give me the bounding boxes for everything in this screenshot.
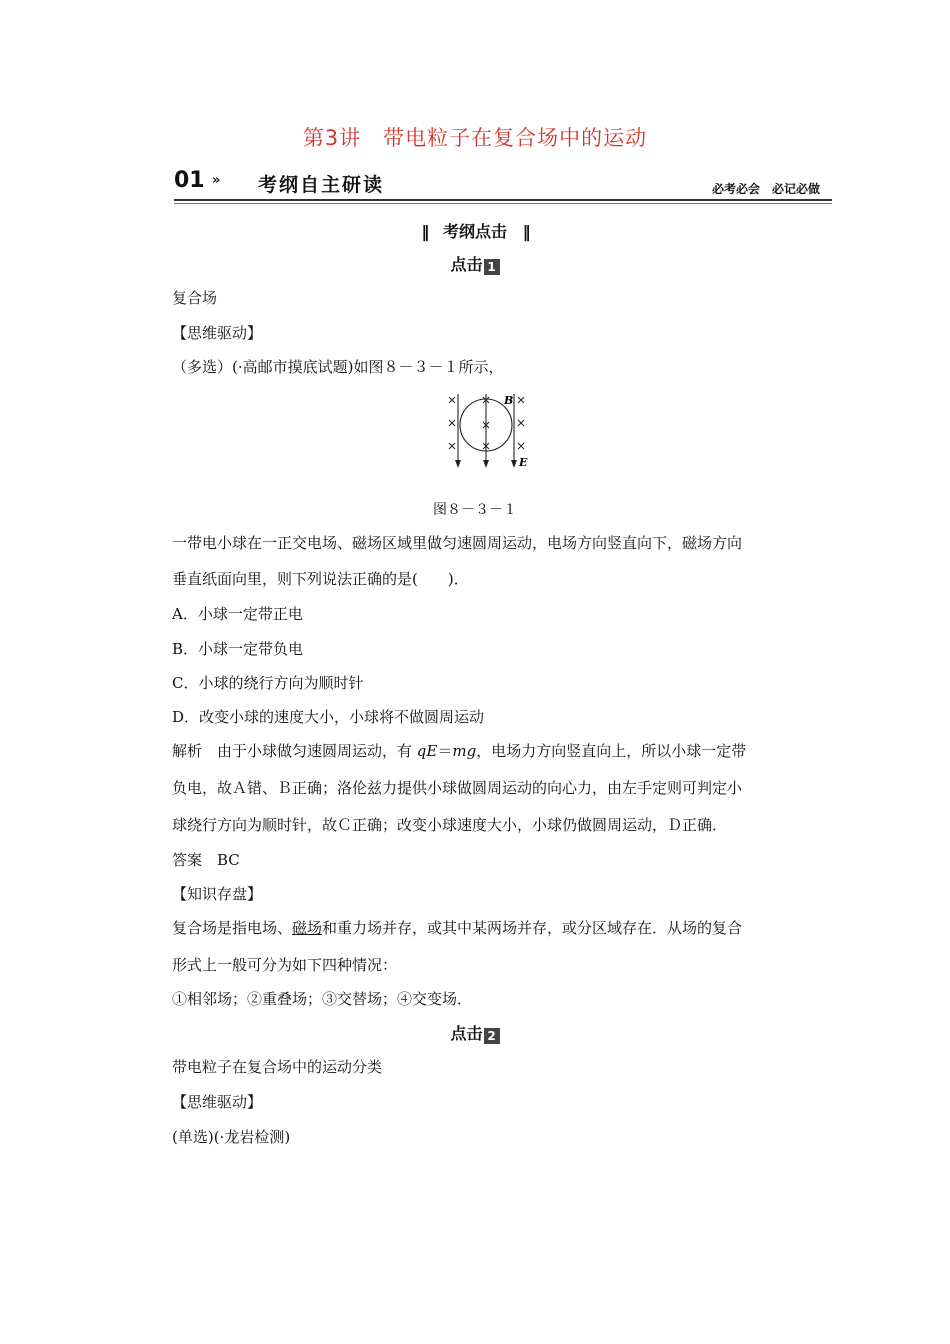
section-tagline: 必考必会 必记必做 xyxy=(711,182,820,196)
option-c: C．小球的绕行方向为顺时针 xyxy=(172,674,364,692)
point1-heading: 点击 1 xyxy=(0,252,950,275)
section-heading: 考纲自主研读 xyxy=(258,174,385,196)
underlined-term: 磁场 xyxy=(292,919,323,937)
stem-line-1: 一带电小球在一正交电场、磁场区域里做匀速圆周运动，电场方向竖直向下，磁场方向 xyxy=(172,534,743,552)
page-title: 第3讲 带电粒子在复合场中的运动 xyxy=(302,126,648,150)
stem-line-2: 垂直纸面向里，则下列说法正确的是( )． xyxy=(172,570,469,588)
section-rule-thin xyxy=(174,203,832,204)
knowledge-line-3: ①相邻场；②重叠场；③交替场；④交变场． xyxy=(172,990,473,1008)
knowledge-label: 【知识存盘】 xyxy=(172,885,263,903)
analysis-line-1: 解析 由于小球做匀速圆周运动，有 qE＝mg，电场力方向竖直向上，所以小球一定带 xyxy=(172,742,747,760)
right-bar-decoration: ‖ xyxy=(522,222,529,241)
point2-topic: 带电粒子在复合场中的运动分类 xyxy=(172,1058,383,1076)
problem-source-1: （多选）(·高邮市摸底试题)如图８－３－１所示， xyxy=(172,358,504,376)
point1-badge: 1 xyxy=(484,259,500,275)
field-diagram xyxy=(440,392,540,472)
left-bar-decoration: ‖ xyxy=(421,222,428,241)
drive-label-2: 【思维驱动】 xyxy=(172,1093,263,1111)
section-rule xyxy=(174,199,832,201)
knowledge-line-1: 复合场是指电场、磁场和重力场并存，或其中某两场并存，或分区域存在．从场的复合 xyxy=(172,919,743,937)
section-header xyxy=(174,166,832,206)
drive-label-1: 【思维驱动】 xyxy=(172,324,263,342)
option-b: B．小球一定带负电 xyxy=(172,640,304,658)
point1-topic: 复合场 xyxy=(172,289,218,307)
answer-line: 答案 BC xyxy=(172,851,240,869)
section-arrow: » xyxy=(212,173,221,188)
label-E: E xyxy=(519,456,528,469)
section-number: 01 xyxy=(174,168,205,193)
figure-caption: 图８－３－１ xyxy=(433,502,517,518)
label-B: B xyxy=(504,394,514,407)
analysis-line-3: 球绕行方向为顺时针，故Ｃ正确；改变小球速度大小，小球仍做圆周运动，Ｄ正确． xyxy=(172,816,728,834)
option-d: D．改变小球的速度大小，小球将不做圆周运动 xyxy=(172,708,485,726)
problem-source-2: (单选)(·龙岩检测) xyxy=(172,1128,291,1146)
option-a: A．小球一定带正电 xyxy=(172,605,303,623)
analysis-line-2: 负电，故Ａ错、Ｂ正确；洛伦兹力提供小球做圆周运动的向心力，由左手定则可判定小 xyxy=(172,779,743,797)
point2-badge: 2 xyxy=(484,1028,500,1044)
point2-heading: 点击 2 xyxy=(0,1021,950,1044)
kaogang-heading: ‖ 考纲点击 ‖ xyxy=(421,222,529,241)
knowledge-line-2: 形式上一般可分为如下四种情况： xyxy=(172,956,398,974)
